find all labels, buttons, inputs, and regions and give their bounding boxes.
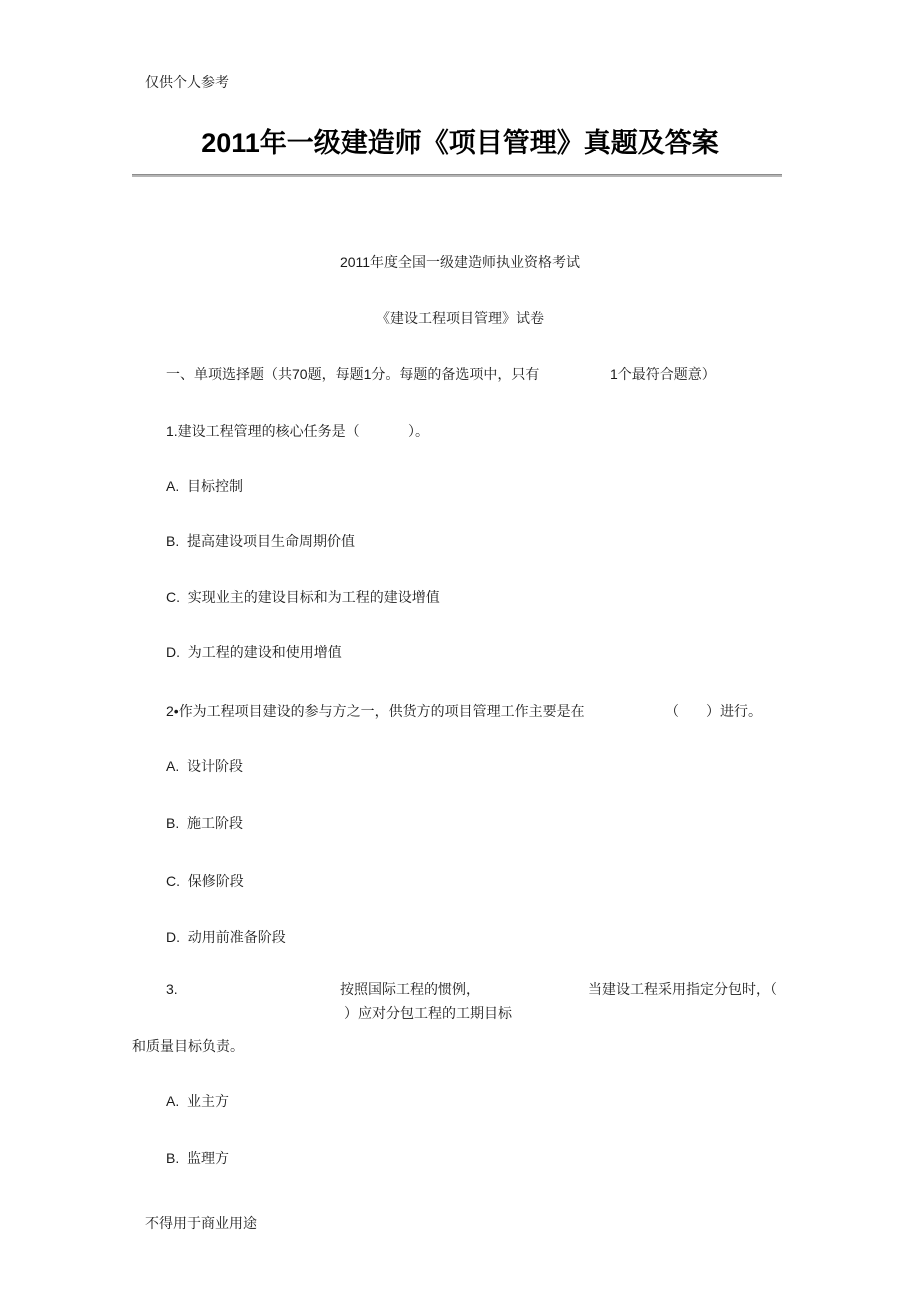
question-1-stem-text: 1.建设工程管理的核心任务是（ [166,423,360,439]
question-3-number: 3. [166,981,178,997]
question-3-stem-right: 当建设工程采用指定分包时，（ [588,981,777,997]
question-2-option-d: D. 动用前准备阶段 [166,929,286,945]
question-3-option-b: B. 监理方 [166,1150,230,1166]
exam-heading-line1: 2011年度全国一级建造师执业资格考试 [339,254,581,270]
question-2-stem-open: （ [665,703,679,719]
question-2-stem [0,703,920,720]
question-3-stem-line3: 和质量目标负责。 [132,1038,244,1054]
question-1-stem [0,423,920,440]
section-heading [0,366,920,383]
question-1-option-b: B. 提高建设项目生命周期价值 [166,533,356,549]
question-2-stem-close: ）进行。 [706,703,762,719]
personal-use-note: 仅供个人参考 [145,74,229,90]
exam-heading-line2: 《建设工程项目管理》试卷 [376,310,544,326]
commercial-use-note: 不得用于商业用途 [145,1215,257,1231]
section-heading-tail: 1个最符合题意） [610,366,716,382]
question-3-stem-mid: 按照国际工程的惯例， [340,981,480,997]
question-3-option-a: A. 业主方 [166,1093,230,1109]
question-1-option-a: A. 目标控制 [166,478,244,494]
question-1-option-c: C. 实现业主的建设目标和为工程的建设增值 [166,589,440,605]
question-2-option-a: A. 设计阶段 [166,758,244,774]
question-3-stem-line2: ）应对分包工程的工期目标 [344,1005,512,1021]
title-divider [132,174,782,177]
section-heading-text: 一、单项选择题（共70题，每题1分。每题的备选项中，只有 [166,366,540,382]
question-1-option-d: D. 为工程的建设和使用增值 [166,644,342,660]
page-title: 2011年一级建造师《项目管理》真题及答案 [201,128,719,158]
question-2-option-b: B. 施工阶段 [166,815,244,831]
question-2-stem-text: 2•作为工程项目建设的参与方之一，供货方的项目管理工作主要是在 [166,703,585,719]
question-3-stem-line1 [0,981,920,998]
question-1-stem-close: ）。 [408,423,429,439]
question-2-option-c: C. 保修阶段 [166,873,244,889]
